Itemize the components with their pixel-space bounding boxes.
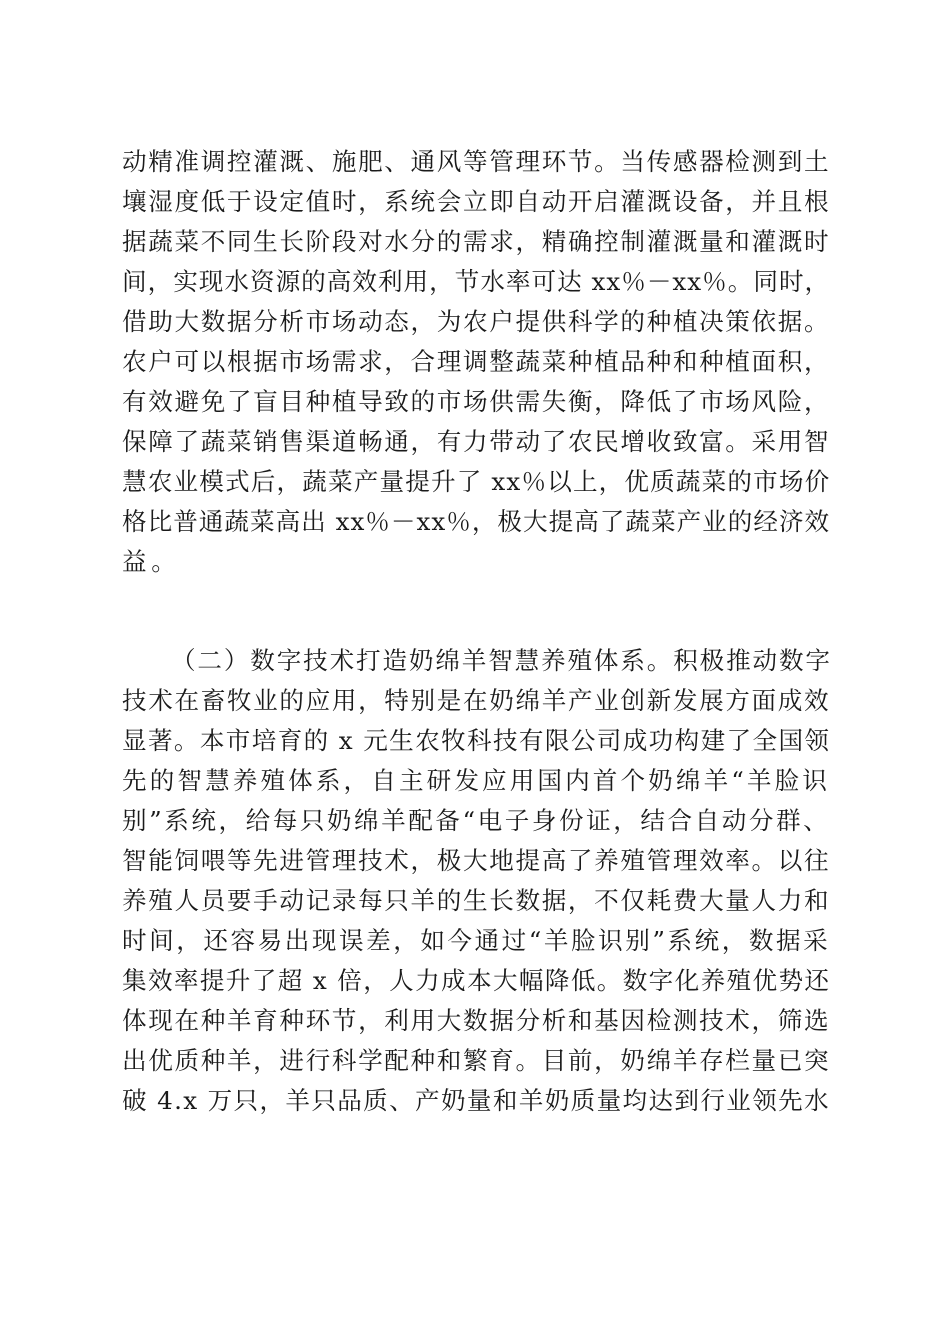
text-line: 时间，还容易出现误差，如今通过“羊脸识别”系统，数据采 xyxy=(122,926,831,955)
text-line: 慧农业模式后，蔬菜产量提升了 xx％以上，优质蔬菜的市场价 xyxy=(122,467,831,496)
text-line: 保障了蔬菜销售渠道畅通，有力带动了农民增收致富。采用智 xyxy=(122,427,831,456)
text-line: 间，实现水资源的高效利用，节水率可达 xx％－xx％。同时， xyxy=(122,267,831,296)
text-line: 借助大数据分析市场动态，为农户提供科学的种植决策依据。 xyxy=(122,307,831,336)
text-line: 集效率提升了超 x 倍，人力成本大幅降低。数字化养殖优势还 xyxy=(122,966,831,995)
text-line: 别”系统，给每只奶绵羊配备“电子身份证，结合自动分群、 xyxy=(122,806,831,835)
paragraph-smart-agriculture xyxy=(122,142,830,582)
text-line: 养殖人员要手动记录每只羊的生长数据，不仅耗费大量人力和 xyxy=(122,886,831,915)
text-line: 出优质种羊，进行科学配种和繁育。目前，奶绵羊存栏量已突 xyxy=(122,1046,831,1075)
text-line: 据蔬菜不同生长阶段对水分的需求，精确控制灌溉量和灌溉时 xyxy=(122,227,831,256)
text-line: 先的智慧养殖体系，自主研发应用国内首个奶绵羊“羊脸识 xyxy=(122,766,831,795)
paragraph-smart-sheep-farming xyxy=(122,641,830,1121)
text-line: 格比普通蔬菜高出 xx％－xx％，极大提高了蔬菜产业的经济效 xyxy=(122,507,831,536)
text-line: 壤湿度低于设定值时，系统会立即自动开启灌溉设备，并且根 xyxy=(122,187,831,216)
text-line: 有效避免了盲目种植导致的市场供需失衡，降低了市场风险， xyxy=(122,387,831,416)
section-heading-line: （二）数字技术打造奶绵羊智慧养殖体系。积极推动数字 xyxy=(171,646,830,675)
text-line: 农户可以根据市场需求，合理调整蔬菜种植品种和种植面积， xyxy=(122,347,831,376)
text-line: 技术在畜牧业的应用，特别是在奶绵羊产业创新发展方面成效 xyxy=(122,686,831,715)
text-line: 破 4.x 万只，羊只品质、产奶量和羊奶质量均达到行业领先水 xyxy=(122,1086,830,1115)
text-line: 智能饲喂等先进管理技术，极大地提高了养殖管理效率。以往 xyxy=(122,846,831,875)
text-line: 体现在种羊育种环节，利用大数据分析和基因检测技术，筛选 xyxy=(122,1006,831,1035)
text-line: 动精准调控灌溉、施肥、通风等管理环节。当传感器检测到土 xyxy=(122,147,831,176)
text-line: 显著。本市培育的 x 元生农牧科技有限公司成功构建了全国领 xyxy=(122,726,831,755)
text-line: 益。 xyxy=(122,547,181,576)
